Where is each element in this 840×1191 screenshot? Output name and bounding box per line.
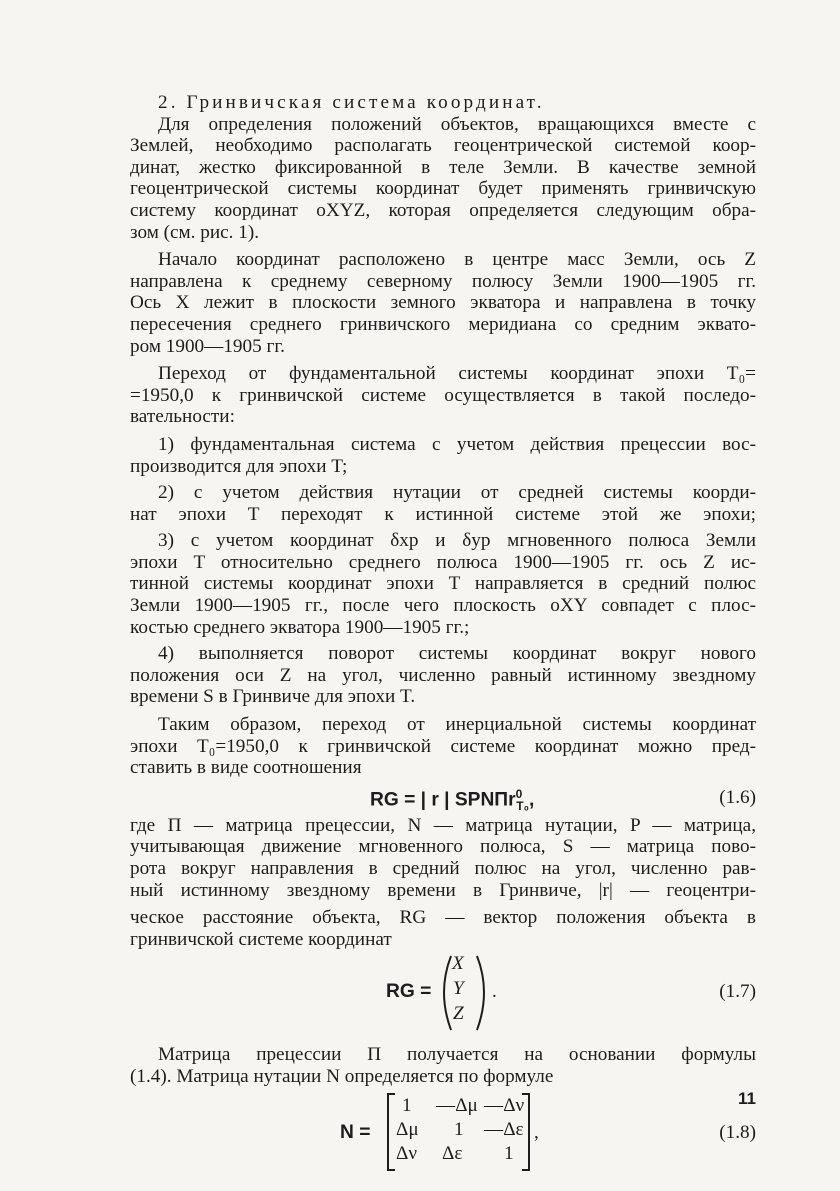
section-heading: 2. Гринвичская система координат. <box>158 92 545 113</box>
equation-1-6-body: RG = | r | SPNПr <box>370 789 516 811</box>
text-column <box>130 92 756 1170</box>
paragraph-1: Для определения положений объектов, вращающихся вместе с Землей, необходимо располагать геоцентрической системой коор- динат, жестко фиксированной в теле Земли. В качестве земной геоцентрической системы координат будет применять гринвичскую систему координат oXYZ, которая определяется следующим обра- зом (см. рис. 1). <box>130 113 756 243</box>
list-item-2: 2) с учетом действия нутации от средней системы коорди- нат эпохи T переходят к истинной системе этой же эпохи; <box>130 482 756 525</box>
vector-entry-y: Y <box>453 978 464 1000</box>
paragraph-5: где П — матрица прецессии, N — матрица нутации, P — матрица, учитывающая движение мгновенного полюса, S — матрица пово- рота вокруг направления в средний полюс на угол, численно рав- ный истинному звездному времени в Гринвиче, |r| — геоцентри- ческое расстояние объекта, RG — вектор положения объекта в гринвичской системе координат <box>130 814 756 950</box>
equation-1-6-number: (1.6) <box>719 786 756 808</box>
list-item-1: 1) фундаментальная система с учетом действия прецессии вос- производится для эпохи T; <box>130 433 756 477</box>
equation-1-8: N = 1 —Δμ —Δν Δμ 1 —Δε Δν Δε 1 , (1.8) <box>130 1088 756 1170</box>
paragraph-6: Матрица прецессии П получается на основании формулы (1.4). Матрица нутации N определяется по формуле <box>130 1044 756 1087</box>
vector-entry-z: Z <box>453 1003 464 1025</box>
equation-1-8-lhs: N = <box>340 1121 371 1143</box>
list-item-3: 3) с учетом координат δxp и δyp мгновенного полюса Земли эпохи T относительно среднего полюса 1900—1905 гг. ось Z ис- тинной системы координат эпохи T направляется в средний полюс Земли 1900—1905 гг., после чего плоскость oXY совпадет с плос- костью среднего экватора 1900—1905 гг.; <box>130 530 756 638</box>
paragraph-4: Таким образом, переход от инерциальной системы координат эпохи T₀=1950,0 к гринвичской системе координат можно пред- ставить в виде соотношения <box>130 714 756 779</box>
vector-entry-x: X <box>452 953 464 975</box>
equation-1-7-lhs: RG = <box>386 981 432 1003</box>
paragraph-3: Переход от фундаментальной системы координат эпохи T₀= =1950,0 к гринвичской системе осуществляется в такой последо- вательности: <box>130 363 756 428</box>
equation-1-8-number: (1.8) <box>719 1121 756 1143</box>
list-item-4: 4) выполняется поворот системы координат вокруг нового положения оси Z на угол, численно равный истинному звездному времени S в Гринвиче для эпохи T. <box>130 643 756 708</box>
equation-1-6: RG = | r | SPNПr$^0_{T_0}$, (1.6) <box>370 786 756 814</box>
equation-1-7-number: (1.7) <box>719 981 756 1003</box>
vector-parentheses <box>439 954 499 1034</box>
page-number: 11 <box>738 1089 756 1108</box>
paragraph-2: Начало координат расположено в центре масс Земли, ось Z направлена к среднему северному полюсу Земли 1900—1905 гг. Ось X лежит в плоскости земного экватора и направлена в точку пересечения среднего гринвичского меридиана со средним эквато- ром 1900—1905 гг. <box>130 249 756 357</box>
equation-1-7: RG = X Y Z . (1.7) <box>130 950 756 1032</box>
